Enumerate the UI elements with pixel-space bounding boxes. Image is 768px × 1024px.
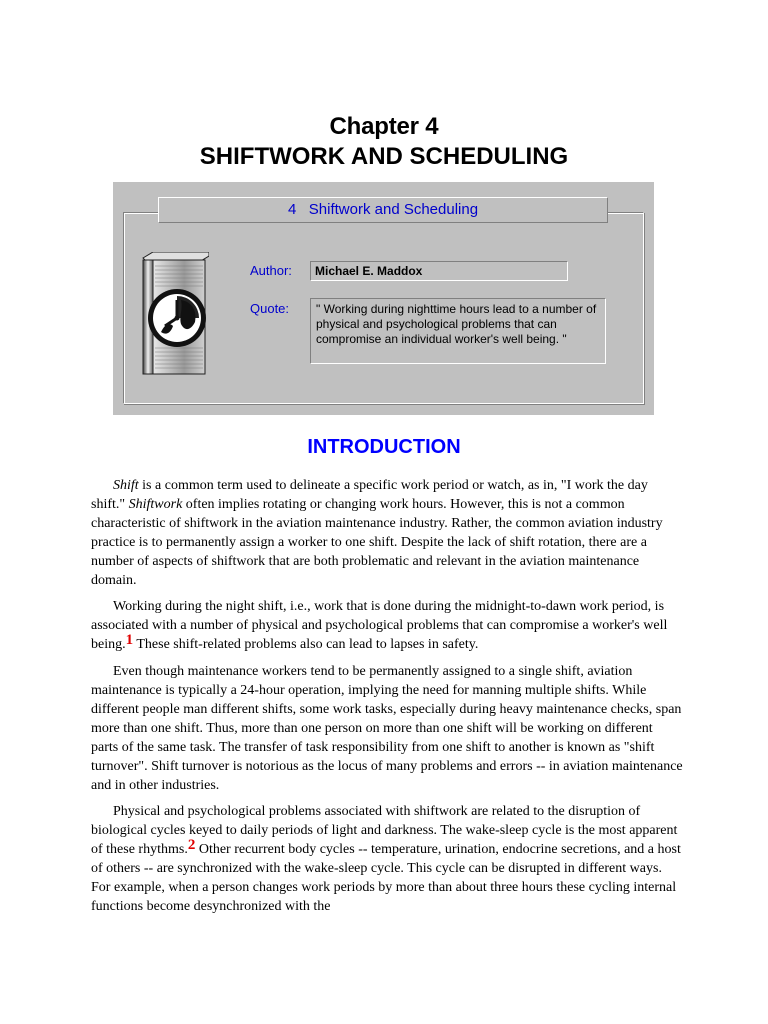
footnote-link-1[interactable]: 1: [125, 632, 134, 648]
quote-label: Quote:: [250, 301, 290, 316]
paragraph-2: [91, 597, 683, 654]
footnote-link-2[interactable]: 2: [187, 837, 196, 853]
paragraph-2-text-a: Working during the night shift, i.e., work that is done during the midnight-to-dawn work period, is associated with a number of physical and psychological problems that can compromise a worker's well being.: [91, 599, 668, 652]
dialog-title: 4 Shiftwork and Scheduling: [287, 201, 479, 218]
paragraph-4-text-b: Other recurrent body cycles -- temperature, urination, endocrine secretions, and a host of others -- are synchronized with the wake-sleep cycle. This cycle can be disrupted in different ways. For example, when a person changes work periods by more than about three hours these cycling internal functions become desynchronized with the: [91, 842, 681, 914]
paragraph-1-text-b: often implies rotating or changing work hours. However, this is not a common characteristic of shiftwork in the aviation maintenance industry. Rather, the common aviation industry practice is to permanently assign a worker to one shift. Despite the lack of shift rotation, there are a number of aspects of shiftwork that are both problematic and relevant in the aviation maintenance domain.: [91, 497, 663, 588]
paragraph-1-text-a: is a common term used to delineate a specific work period or watch, as in, "I work the day shift.": [91, 478, 648, 512]
quote-field: " Working during nighttime hours lead to a number of physical and psychological problems that can compromise an individual worker's well being. ": [310, 298, 606, 364]
chapter-heading: [0, 112, 768, 172]
paragraph-4-text-a: Physical and psychological problems associated with shiftwork are related to the disruption of biological cycles keyed to daily periods of light and darkness. The wake-sleep cycle is the most apparent of these rhythms.: [91, 804, 678, 857]
dialog-title-bar: [158, 197, 608, 223]
author-label: Author:: [250, 263, 292, 278]
paragraph-4: [91, 802, 683, 916]
paragraph-3: Even though maintenance workers tend to be permanently assigned to a single shift, aviation maintenance is typically a 24-hour operation, implying the need for manning multiple shifts. While different people man different shifts, some work tasks, especially during heavy maintenance checks, span more than one shift. Thus, more than one person on more than one shift will be working on different parts of the same task. The transfer of task responsibility from one shift to another is known as "shift turnover". Shift turnover is notorious as the locus of many problems and errors -- in aviation maintenance and in other industries.: [91, 664, 683, 793]
term-shiftwork: Shiftwork: [128, 497, 183, 512]
paragraph-1: [91, 476, 683, 590]
chapter-info-dialog: [113, 182, 654, 415]
chapter-title: SHIFTWORK AND SCHEDULING: [199, 143, 569, 170]
section-heading: INTRODUCTION: [307, 436, 461, 458]
term-shift: Shift: [113, 478, 139, 493]
paragraph-2-text-b: These shift-related problems also can lead to lapses in safety.: [133, 637, 479, 652]
author-field: Michael E. Maddox: [310, 261, 568, 281]
book-clock-icon: [139, 252, 209, 380]
body-text: [91, 476, 683, 923]
chapter-number: Chapter 4: [329, 113, 439, 140]
